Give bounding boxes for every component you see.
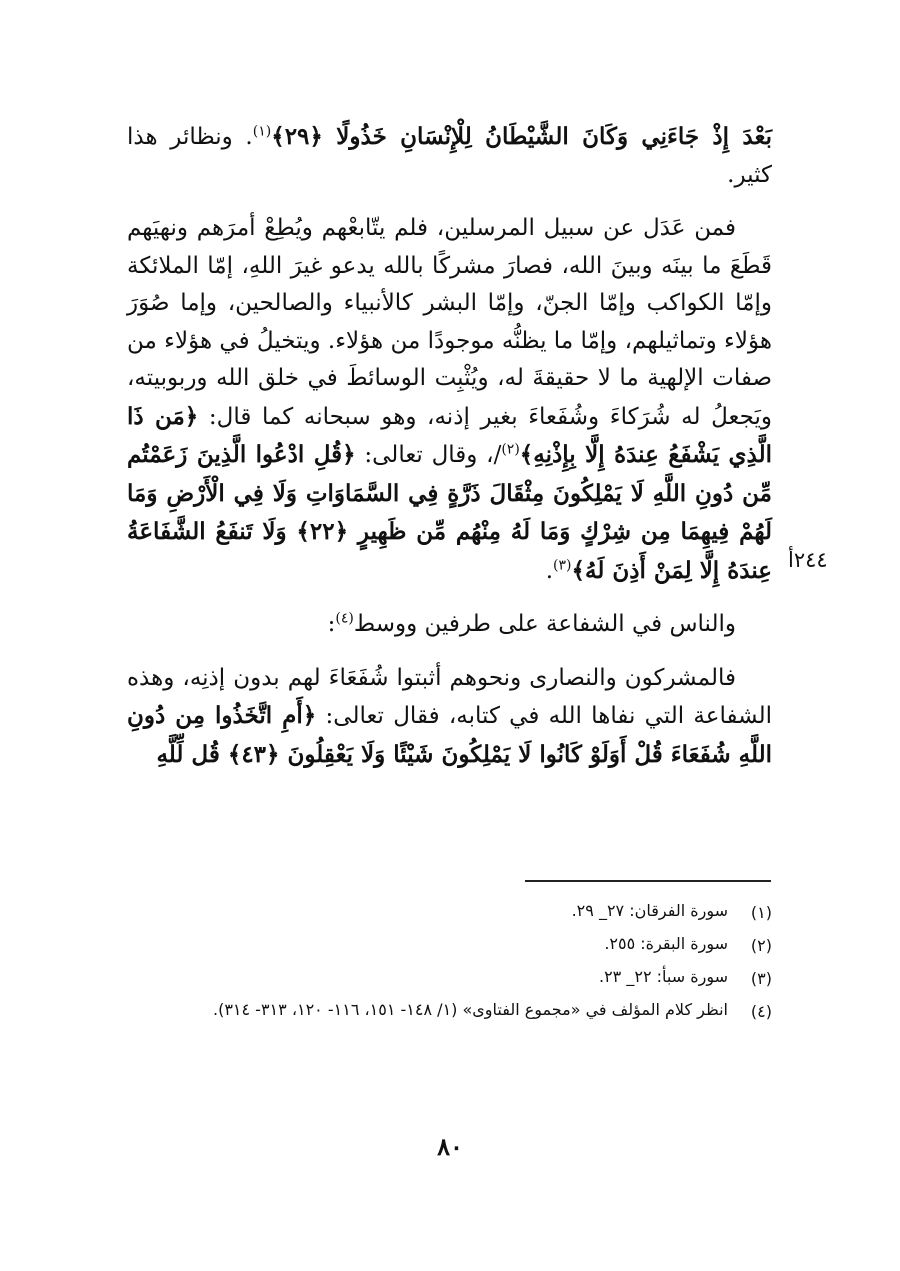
footnote-number: (٣)	[750, 969, 772, 988]
footnote-number: (٤)	[750, 1002, 772, 1021]
paragraph-text: فالمشركون والنصارى ونحوهم أثبتوا شُفَعَاءَ لهم بدون إذنِه، وهذه الشفاعة التي نفاها الله في كتابه، فقال تعالى:	[127, 664, 773, 729]
footnote-ref[interactable]: (٤)	[335, 610, 354, 627]
footnotes-list	[127, 896, 772, 1028]
footnote-number: (٢)	[750, 936, 772, 955]
paragraph-text: .	[545, 557, 554, 584]
footnote-item	[127, 995, 772, 1028]
footnote-number: (١)	[750, 903, 772, 922]
quran-verse: ﴿مَن ذَا الَّذِي يَشْفَعُ عِندَهُ إِلَّا بِإِذْنِهِ﴾	[127, 402, 773, 468]
paragraph-text: فمن عَدَل عن سبيل المرسلين، فلم يتّابعْهم ويُطِعْ أمرَهم ونهيَهم قَطَعَ ما بينَه وبينَ الله، فصارَ مشركًا بالله يدعو غيرَ اللهِ، إمّا الملائكة وإمّا الكواكب وإمّا الجنّ، وإمّا البشر كالأنبياء والصالحين، وإما صُوَرَ هؤلاء وتماثيلهم، وإمّا ما يظنُّه موجودًا من هؤلاء. ويتخيلُ في هؤلاء من صفات الإلهية ما لا حقيقةَ له، ويُثْبِت الوسائطَ في خلق الله وربوبيته، ويَجعلُ له شُرَكاءَ وشُفَعاءَ بغير إذنه، وهو سبحانه كما قال:	[127, 215, 772, 430]
footnote-item	[127, 962, 772, 995]
paragraph-4	[127, 660, 772, 775]
footnote-text: انظر كلام المؤلف في «مجموع الفتاوى» (١/ ١٤٨- ١٥١، ١١٦- ١٢٠، ٣١٣- ٣١٤).	[212, 1000, 728, 1019]
paragraph-text: . ونظائر هذا كثير.	[127, 124, 772, 188]
footnote-ref[interactable]: (٣)	[553, 556, 572, 573]
paragraph-text: /، وقال تعالى:	[364, 442, 502, 468]
page-number: ٨٠	[437, 1132, 463, 1161]
paragraph-3	[127, 606, 772, 644]
footnote-item	[127, 929, 772, 962]
paragraph-text: والناس في الشفاعة على طرفين ووسط	[353, 611, 736, 637]
manuscript-folio-marker: ٢٤٤أ	[788, 548, 828, 572]
paragraph-2	[127, 210, 772, 590]
footnote-ref[interactable]: (٢)	[501, 441, 520, 458]
footnote-divider	[525, 880, 771, 882]
main-text	[127, 118, 772, 790]
quran-verse: ﴿أَمِ اتَّخَذُوا مِن دُونِ اللَّهِ شُفَعَاءَ قُلْ أَوَلَوْ كَانُوا لَا يَمْلِكُونَ شَيْئًا وَلَا يَعْقِلُونَ ﴿٤٣﴾ قُل لِّلَّهِ	[127, 702, 772, 768]
paragraph-1	[127, 118, 772, 194]
footnote-text: سورة البقرة: ٢٥٥.	[604, 934, 728, 953]
quran-verse: بَعْدَ إِذْ جَاءَنِي وَكَانَ الشَّيْطَانُ لِلْإِنْسَانِ خَذُولًا ﴿٢٩﴾	[271, 123, 773, 150]
footnote-text: سورة الفرقان: ٢٧_ ٢٩.	[571, 901, 728, 920]
footnote-item	[127, 896, 772, 929]
paragraph-text: :	[327, 611, 336, 637]
footnote-ref[interactable]: (١)	[252, 123, 272, 140]
quran-verse: ﴿قُلِ ادْعُوا الَّذِينَ زَعَمْتُم مِّن دُونِ اللَّهِ لَا يَمْلِكُونَ مِثْقَالَ ذَرَّةٍ فِي السَّمَاوَاتِ وَلَا فِي الْأَرْضِ وَمَا لَهُمْ فِيهِمَا مِن شِرْكٍ وَمَا لَهُ مِنْهُم مِّن ظَهِيرٍ ﴿٢٢﴾ وَلَا تَنفَعُ الشَّفَاعَةُ عِندَهُ إِلَّا لِمَنْ أَذِنَ لَهُ﴾	[127, 441, 773, 584]
footnote-text: سورة سبأ: ٢٢_ ٢٣.	[598, 967, 728, 986]
